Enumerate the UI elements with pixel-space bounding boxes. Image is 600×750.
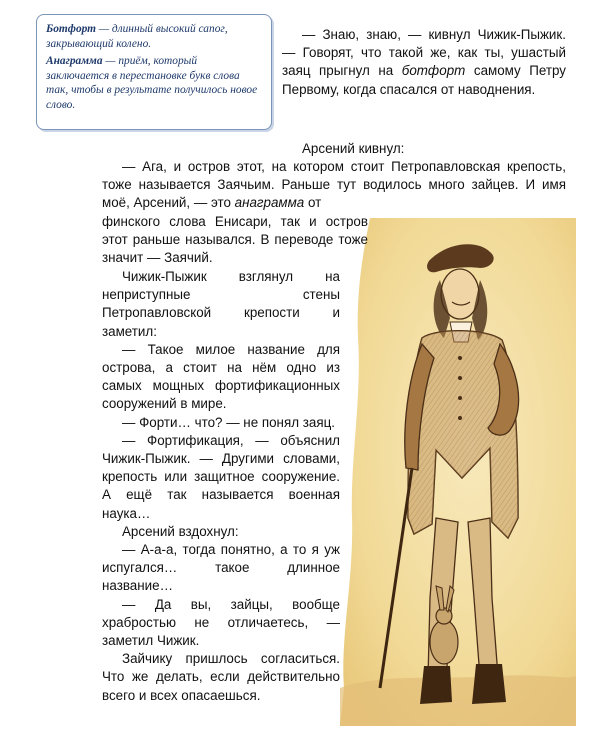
glossary-definition: — приём, который заключается в перестановке букв слова так, чтобы в результате получилось новое слово. <box>46 55 258 111</box>
story-paragraph-1: — Знаю, знаю, — кивнул Чижик-Пыжик. — Говорят, что такой же, как ты, ушастый заяц прыгнул на ботфорт самому Петру Первому, когда спасался от наводнения. <box>282 27 567 97</box>
story-paragraph-5: — Такое милое название для острова, а стоит на нём одно из самых мощных фортификационных сооружений в мире. <box>102 341 340 412</box>
story-paragraph-9: — А-а-а, тогда понятно, а то я уж испугался… такое длинное название… <box>102 542 340 594</box>
glossary-entry <box>46 54 262 112</box>
glossary-entry <box>46 22 262 51</box>
glossary-term: Анаграмма <box>46 55 103 68</box>
story-paragraph-6: — Форти… что? — не понял заяц. <box>122 414 335 430</box>
story-paragraph-3-continued: финского слова Енисари, так и остров этот раньше назывался. В переводе тоже значит — Заячий. <box>102 214 368 266</box>
story-paragraph-8: Арсений вздохнул: <box>122 523 239 539</box>
boot-right <box>472 664 506 704</box>
story-paragraph-3: — Ага, и остров этот, на котором стоит Петропавловская крепость, тоже называется Заячьим. Раньше тут водилось много зайцев. И имя моё, Арсений, — это анаграмма от <box>102 159 566 211</box>
boot-left <box>420 666 452 704</box>
story-paragraph-10: — Да вы, зайцы, вообще храбростью не отличаетесь, — заметил Чижик. <box>102 596 340 649</box>
story-paragraph-4: Чижик-Пыжик взглянул на неприступные стены Петропавловской крепости и заметил: <box>102 269 340 339</box>
glossary-box <box>36 14 272 130</box>
glossary-term: Ботфорт <box>46 23 97 35</box>
glossary-definition: — длинный высокий сапог, закрывающий колено. <box>46 23 228 50</box>
story-column <box>102 268 340 705</box>
peter-the-great-illustration <box>340 218 576 726</box>
story-paragraph-7: — Фортификация, — объяснил Чижик-Пыжик. — Другими словами, крепость или защитное сооружение. А ещё так называется военная наука… <box>102 432 340 521</box>
story-paragraph-11: Зайчику пришлось согласиться. Что же делать, если действительно всего и всех опасаешься. <box>102 651 340 703</box>
story-paragraph-2: Арсений кивнул: <box>302 141 405 156</box>
